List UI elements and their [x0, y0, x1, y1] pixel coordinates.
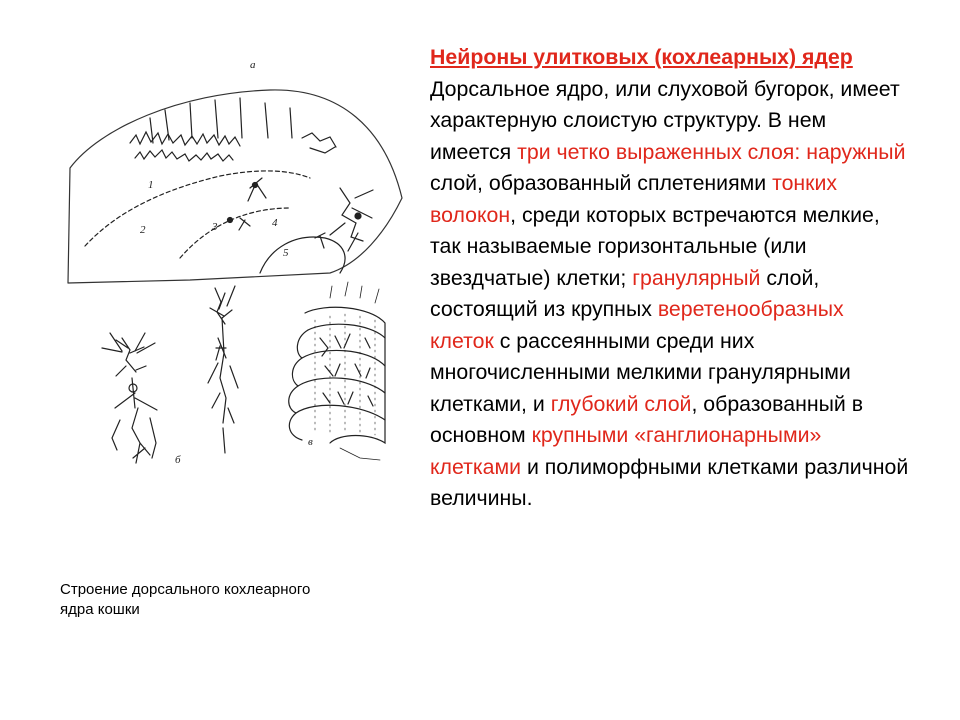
region-number-1: 1: [148, 179, 154, 191]
region-number-4: 4: [272, 217, 278, 229]
body-text-segment: и полиморфными клетками различной величины.: [430, 454, 909, 510]
body-text-segment: , среди которых встречаются мелкие, так называемые горизонтальные (или звездчатые) клетки;: [430, 202, 880, 290]
body-text-segment: слой, состоящий из крупных: [430, 265, 820, 321]
slide-text: [430, 42, 910, 515]
figure-caption: Строение дорсального кохлеарного ядра кошки: [60, 581, 311, 618]
slide-body: [430, 77, 908, 511]
highlighted-term: глубокий слой: [550, 391, 692, 416]
body-text-segment: , образованный в основном: [430, 391, 864, 447]
neuron-illustration: [40, 48, 420, 478]
body-text-segment: с рассеянными среди них многочисленными мелкими гранулярными клетками, и: [430, 328, 851, 416]
body-text-segment: Дорсальное ядро, или слуховой бугорок, имеет характерную слоистую структуру. В нем имеется: [430, 76, 900, 164]
panel-b-neurons: [102, 286, 238, 463]
highlighted-term: крупными «ганглионарными» клетками: [430, 423, 822, 479]
highlighted-term: три четко выраженных слоя:: [517, 139, 801, 164]
panel-label-a: а: [250, 59, 256, 71]
panel-a-section: [68, 90, 402, 283]
body-text-segment: слой, образованный сплетениями: [430, 171, 773, 195]
panel-label-c: в: [308, 436, 313, 448]
panel-c-schematic: [289, 282, 385, 460]
panel-label-b: б: [175, 454, 181, 466]
slide-title: Нейроны улитковых (кохлеарных) ядер: [430, 45, 853, 69]
highlighted-term: гранулярный: [632, 265, 761, 290]
highlighted-term: веретенообразных клеток: [430, 297, 844, 353]
region-number-5: 5: [283, 247, 289, 259]
highlighted-term: тонких волокон: [430, 171, 838, 227]
region-number-3: 3: [212, 221, 218, 233]
highlighted-term: наружный: [806, 139, 906, 164]
region-number-2: 2: [140, 224, 146, 236]
